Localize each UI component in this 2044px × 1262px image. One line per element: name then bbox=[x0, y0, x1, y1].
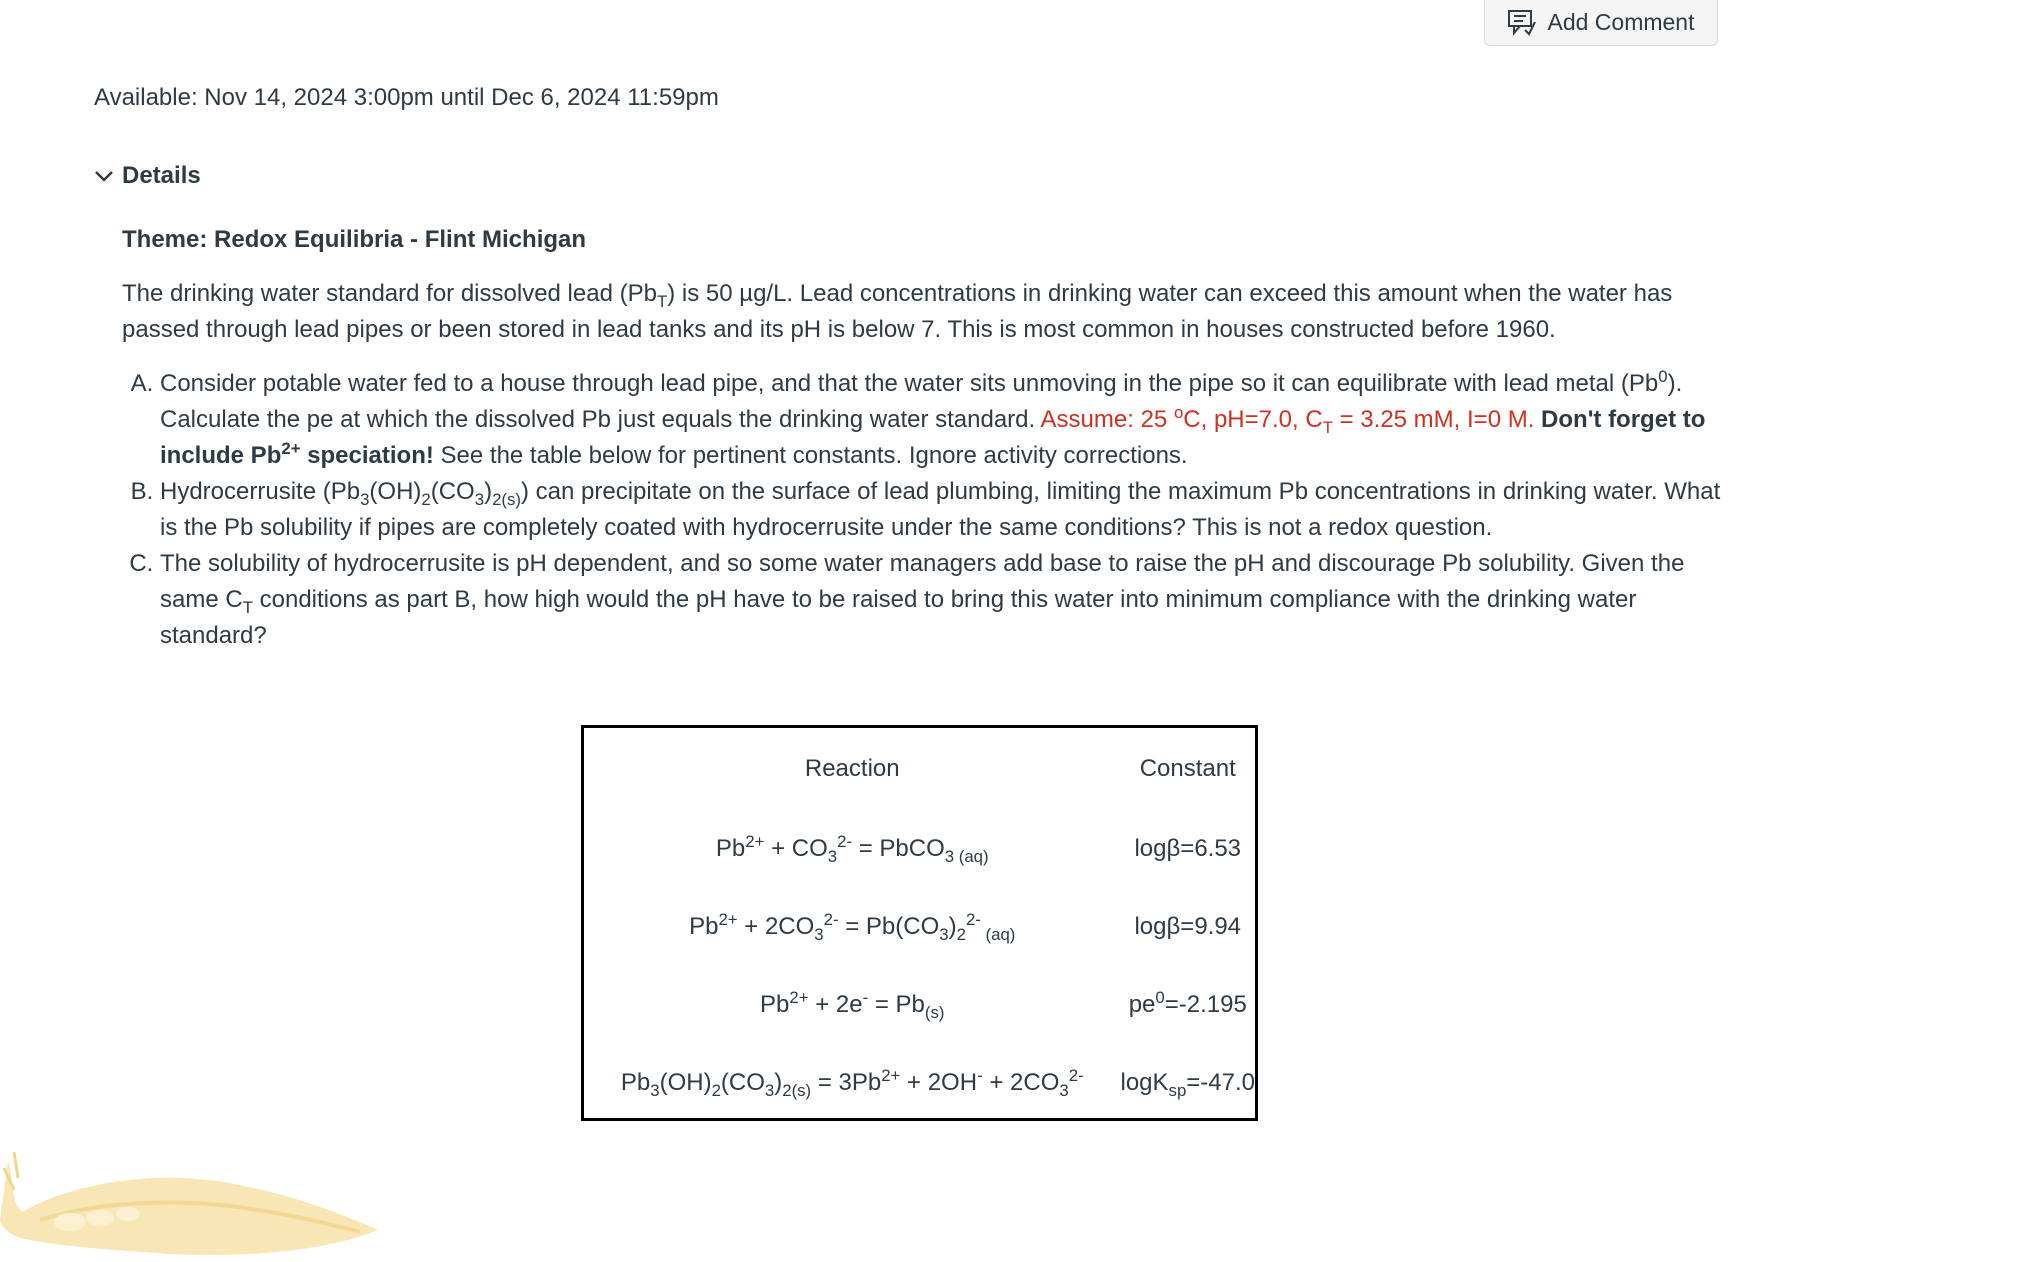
constant-cell: logβ=9.94 bbox=[1134, 913, 1242, 940]
reaction-cell: $Pb^{2+} + 2CO_3^{2-} = Pb(CO_3)_2^{2-}$ $_{(aq)}$ bbox=[689, 910, 1016, 944]
question-c: C. The solubility of hydrocerrusite is pH dependent, and so some water managers add base to raise the pH and discourage Pb solubility. Given the same $C_T$ conditions as part B, how high would the pH have to be raised to bring this water into minimum compliance with the drinking water standard? bbox=[160, 546, 1722, 654]
constant-cell: $pe^0=-2.195$ bbox=[1128, 988, 1247, 1018]
reaction-header: Reaction bbox=[804, 755, 900, 782]
availability-dates: Available: Nov 14, 2024 3:00pm until Dec 6, 2024 11:59pm bbox=[94, 84, 719, 111]
reaction-cell: $Pb^{2+} + 2e^- = Pb_{(s)}$ bbox=[760, 988, 945, 1022]
assignment-description bbox=[122, 222, 1722, 654]
chevron-down-icon bbox=[94, 169, 114, 183]
intro-paragraph: The drinking water standard for dissolved lead $(Pb_T)$ is 50 µg/L. Lead concentrations in drinking water can exceed this amount when the water has passed through lead pipes or been stored in lead tanks and its pH is below 7. This is most common in houses constructed before 1960. bbox=[122, 280, 1673, 343]
theme-heading: Theme: Redox Equilibria - Flint Michigan bbox=[122, 226, 587, 253]
question-list bbox=[122, 366, 1722, 654]
details-toggle[interactable] bbox=[94, 162, 201, 190]
add-comment-button[interactable] bbox=[1484, 0, 1718, 46]
question-b: B. Hydrocerrusite $(Pb_3(OH)_2(CO_3)_{2(s)})$ can precipitate on the surface of lead plumbing, limiting the maximum Pb concentrations in drinking water. What is the Pb solubility if pipes are completely coated with hydrocerrusite under the same conditions? This is not a redox question. bbox=[160, 474, 1722, 546]
comment-icon bbox=[1507, 8, 1537, 38]
table-row bbox=[584, 966, 1255, 1044]
add-comment-label: Add Comment bbox=[1547, 9, 1695, 35]
speciation-reminder: Don't forget to include $Pb^{2+}$ speciation! bbox=[160, 406, 1706, 469]
question-a: A. Consider potable water fed to a house through lead pipe, and that the water sits unmoving in the pipe so it can equilibrate with lead metal (Pb$^0$). Calculate the pe at which the dissolved Pb just equals the drinking water standard. Assume: 25 $^o$C, pH=7.0, $C_T = 3.25$ mM, I=0 M. Don't forget to include $Pb^{2+}$ speciation! See the table below for pertinent constants. Ignore activity corrections. bbox=[160, 366, 1722, 474]
constants-table bbox=[581, 725, 1258, 1121]
table-row bbox=[584, 1044, 1255, 1122]
assumptions: Assume: 25 $^o$C, pH=7.0, $C_T = 3.25$ mM, I=0 M. bbox=[1040, 403, 1535, 437]
details-label: Details bbox=[122, 162, 201, 189]
reaction-cell: $Pb_3(OH)_2(CO_3)_{2(s)} = 3Pb^{2+} + 2OH^- + 2CO_3^{2-}$ bbox=[620, 1066, 1084, 1100]
table-header-row bbox=[584, 728, 1255, 810]
constant-cell: logβ=6.53 bbox=[1134, 835, 1242, 862]
constant-cell: logK$_{sp}$=-47.0 bbox=[1120, 1069, 1255, 1100]
table-row bbox=[584, 888, 1255, 966]
constant-header: Constant bbox=[1139, 755, 1236, 782]
table-row bbox=[584, 810, 1255, 888]
banana-slug-watermark-icon bbox=[0, 1150, 380, 1262]
reaction-cell: $Pb^{2+} + CO_3^{2-}$ = PbCO$_{3 (aq)}$ bbox=[715, 832, 989, 866]
